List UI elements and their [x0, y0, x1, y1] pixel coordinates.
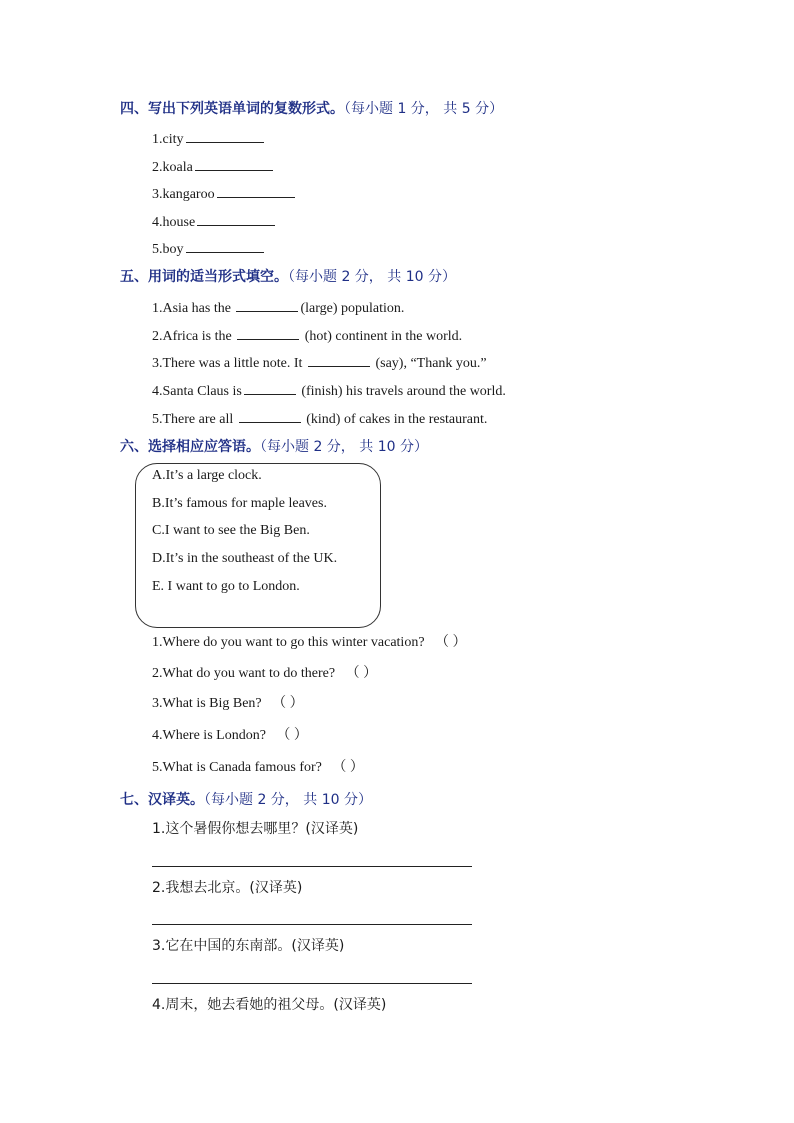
option-a: A.It’s a large clock. [152, 468, 262, 483]
section-4-item-2 [152, 157, 275, 177]
section-6-question-5 [152, 759, 364, 777]
section-4-item-3 [152, 184, 297, 204]
section-6-question-3 [152, 695, 304, 713]
question-text: 3.What is Big Ben? [152, 696, 262, 711]
answer-bracket[interactable]: （ ） [345, 666, 378, 681]
section-4-item-4 [152, 212, 277, 232]
option-b: B.It’s famous for maple leaves. [152, 496, 327, 511]
item-text-post: (large) population. [300, 301, 405, 316]
section-5-item-3 [152, 353, 487, 373]
answer-blank[interactable] [237, 326, 299, 340]
section-4-title [120, 98, 503, 118]
answer-blank[interactable] [195, 157, 273, 171]
answer-line[interactable] [152, 924, 472, 925]
answer-bracket[interactable]: （ ） [272, 696, 304, 711]
section-5-item-2 [152, 326, 462, 346]
section-5-note: （每小题 2 分， 共 10 分） [288, 269, 456, 285]
section-7-item-1: 1.这个暑假你想去哪里？(汉译英) [152, 821, 359, 837]
answer-blank[interactable] [236, 298, 298, 312]
section-6-note: （每小题 2 分， 共 10 分） [260, 439, 428, 455]
option-e: E. I want to go to London. [152, 579, 300, 594]
answer-line[interactable] [152, 866, 472, 867]
answer-blank[interactable] [239, 409, 301, 423]
answer-bracket[interactable]: （ ） [332, 760, 364, 775]
section-7-title [120, 789, 372, 809]
item-text-post: (say), “Thank you.” [371, 356, 487, 371]
section-4-item-5 [152, 239, 266, 259]
item-text-pre: 3.There was a little note. It [152, 356, 306, 371]
item-label: 5.boy [152, 242, 184, 257]
section-5-title [120, 266, 456, 286]
section-4-heading: 四、写出下列英语单词的复数形式。 [120, 101, 344, 117]
answer-blank[interactable] [186, 239, 264, 253]
answer-blank[interactable] [197, 212, 275, 226]
section-7-item-2: 2.我想去北京。(汉译英) [152, 880, 303, 896]
section-6-question-4 [152, 727, 308, 745]
question-text: 4.Where is London? [152, 728, 266, 743]
answer-bracket[interactable]: （ ） [276, 728, 308, 743]
section-4-item-1 [152, 129, 266, 149]
section-7-note: （每小题 2 分， 共 10 分） [204, 792, 372, 808]
section-5-item-4 [152, 381, 506, 401]
item-text-post: (finish) his travels around the world. [297, 384, 506, 399]
item-text-post: (kind) of cakes in the restaurant. [302, 412, 488, 427]
item-text-post: (hot) continent in the world. [301, 329, 463, 344]
answer-line[interactable] [152, 983, 472, 984]
item-text-pre: 1.Asia has the [152, 301, 235, 316]
section-7-item-4: 4.周末，她去看她的祖父母。(汉译英) [152, 997, 387, 1013]
item-label: 2.koala [152, 160, 193, 175]
section-6-heading: 六、选择相应应答语。 [120, 439, 260, 455]
item-text-pre: 2.Africa is the [152, 329, 236, 344]
section-4-note: （每小题 1 分， 共 5 分） [344, 101, 504, 117]
item-text-pre: 4.Santa Claus is [152, 384, 242, 399]
item-label: 1.city [152, 132, 184, 147]
answer-blank[interactable] [308, 353, 370, 367]
answer-bracket[interactable]: （ ） [435, 635, 467, 650]
option-d: D.It’s in the southeast of the UK. [152, 551, 338, 566]
section-6-question-2 [152, 665, 377, 683]
section-5-item-5 [152, 409, 487, 429]
section-6-question-1 [152, 634, 467, 652]
options-box [135, 463, 381, 628]
section-6-title [120, 436, 428, 456]
answer-blank[interactable] [186, 129, 264, 143]
answer-blank[interactable] [244, 381, 296, 395]
section-7-item-3: 3.它在中国的东南部。(汉译英) [152, 938, 345, 954]
item-label: 3.kangaroo [152, 187, 215, 202]
question-text: 2.What do you want to do there? [152, 666, 336, 681]
section-7-heading: 七、汉译英。 [120, 792, 204, 808]
section-5-heading: 五、用词的适当形式填空。 [120, 269, 288, 285]
option-c: C.I want to see the Big Ben. [152, 523, 310, 538]
question-text: 5.What is Canada famous for? [152, 760, 322, 775]
item-label: 4.house [152, 215, 196, 230]
item-text-pre: 5.There are all [152, 412, 237, 427]
question-text: 1.Where do you want to go this winter vacation? [152, 635, 425, 650]
answer-blank[interactable] [217, 184, 295, 198]
section-5-item-1 [152, 298, 404, 318]
